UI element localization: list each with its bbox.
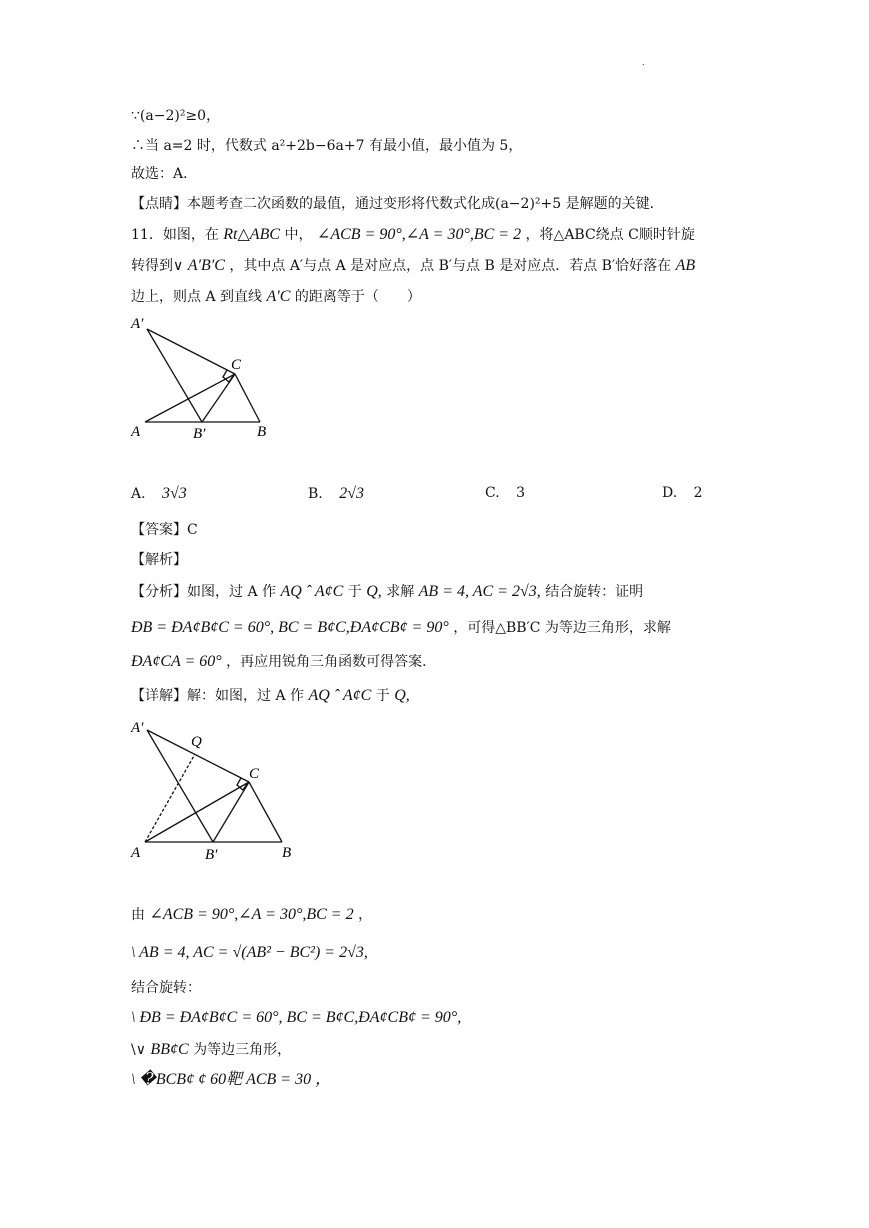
q-new-triangle: A′B′C bbox=[187, 257, 225, 274]
analysis-text-2: 于 bbox=[347, 584, 362, 600]
analysis-title: 【解析】 bbox=[131, 552, 187, 568]
analysis-math-5: ÐA¢CA = 60° bbox=[131, 653, 222, 670]
detail-text-2: 于 bbox=[375, 688, 390, 704]
analysis-text-4: 结合旋转：证明 bbox=[545, 584, 644, 600]
analysis-math-1: AQ ˆ A¢C bbox=[280, 583, 344, 600]
detail-line bbox=[131, 686, 410, 706]
q-line-ac: A′C bbox=[266, 288, 291, 305]
analysis-line3 bbox=[131, 652, 436, 672]
solution-line4: \ ÐB = ÐA¢B¢C = 60°, BC = B¢C,ÐA¢CB¢ = 90°, bbox=[131, 1009, 462, 1026]
solution-math-1: ∠ACB = 90°,∠A = 30°,BC = 2 bbox=[149, 906, 354, 923]
answer-line: 【答案】C bbox=[131, 522, 198, 538]
option-c-value: 3 bbox=[516, 485, 526, 501]
detail-math-2: Q, bbox=[394, 687, 410, 704]
analysis-text-6: ，再应用锐角三角函数可得答案． bbox=[226, 654, 437, 670]
segment-ac bbox=[145, 782, 249, 842]
analysis-math-3: AB = 4, AC = 2√3, bbox=[418, 583, 541, 600]
solution-text-3: \∨ bbox=[131, 1042, 146, 1058]
analysis-math-2: Q, bbox=[366, 583, 382, 600]
option-c bbox=[485, 485, 525, 501]
figure-1 bbox=[125, 312, 285, 447]
solution-line5 bbox=[131, 1040, 291, 1060]
solution-line6: \ �BCB¢ ¢ 60靶 ACB = 30 ， bbox=[131, 1071, 332, 1088]
option-b-value: 2√3 bbox=[339, 485, 364, 502]
solution-line2: \ AB = 4, AC = √(AB² − BC²) = 2√3, bbox=[131, 944, 368, 961]
q-correspond: ，其中点 A′与点 A 是对应点，点 B′与点 B 是对应点．若点 B′恰好落在 bbox=[229, 258, 672, 274]
solution-text-2: ， bbox=[358, 907, 373, 923]
figure-2 bbox=[125, 712, 315, 867]
label-c: C bbox=[231, 357, 242, 373]
option-a-label: A. bbox=[131, 486, 146, 502]
option-a-value: 3√3 bbox=[162, 485, 187, 502]
q-in: 中， bbox=[284, 227, 313, 243]
analysis-line2 bbox=[131, 618, 671, 638]
label-c: C bbox=[249, 766, 260, 782]
q-segment-ab: AB bbox=[675, 257, 696, 274]
analysis-math-4: ÐB = ÐA¢B¢C = 60°, BC = B¢C,ÐA¢CB¢ = 90° bbox=[131, 619, 449, 636]
detail-text-1: 【详解】解：如图，过 A 作 bbox=[131, 688, 305, 704]
segment-b1c bbox=[213, 782, 249, 842]
label-a-prime: A′ bbox=[131, 316, 144, 332]
segment-cb bbox=[235, 374, 260, 422]
solution-text-1: 由 bbox=[131, 907, 145, 923]
option-c-label: C. bbox=[485, 485, 500, 501]
q-ask: 边上，则点 A 到直线 bbox=[131, 289, 263, 305]
label-b-prime: B′ bbox=[205, 847, 218, 863]
solution-line3: 结合旋转： bbox=[131, 980, 201, 996]
q-conditions: ∠ACB = 90°,∠A = 30°,BC = 2 bbox=[316, 226, 522, 243]
line-premise: ∵(a−2)²≥0， bbox=[131, 108, 221, 124]
analysis-line1 bbox=[131, 582, 643, 602]
label-a: A bbox=[131, 845, 141, 861]
question-11-line3 bbox=[131, 287, 421, 307]
option-b bbox=[308, 485, 364, 503]
q-ask-end: 的距离等于（ ） bbox=[294, 289, 421, 305]
label-a-prime: A′ bbox=[131, 720, 144, 736]
option-b-label: B. bbox=[308, 486, 323, 502]
solution-math-2: BB¢C bbox=[150, 1041, 189, 1058]
segment-ac bbox=[145, 374, 235, 422]
option-d-label: D. bbox=[662, 485, 678, 501]
detail-math-1: AQ ˆ A¢C bbox=[308, 687, 372, 704]
solution-text-4: 为等边三角形， bbox=[193, 1042, 292, 1058]
question-11-line2 bbox=[131, 256, 695, 276]
q-rotated: 转得到∨ bbox=[131, 258, 184, 274]
line-minimum: ∴当 a=2 时，代数式 a²+2b−6a+7 有最小值，最小值为 5， bbox=[131, 138, 523, 154]
analysis-text-3: 求解 bbox=[386, 584, 415, 600]
analysis-text-5: ，可得△BB′C 为等边三角形，求解 bbox=[453, 620, 671, 636]
question-11-line1 bbox=[131, 225, 695, 245]
option-d bbox=[662, 485, 703, 501]
label-b-prime: B′ bbox=[193, 426, 206, 442]
segment-cb bbox=[249, 782, 282, 842]
label-b: B bbox=[282, 845, 292, 861]
label-a: A bbox=[131, 424, 141, 440]
q-rotate: ，将△ABC绕点 C顺时针旋 bbox=[525, 227, 695, 243]
q-intro: 11．如图，在 bbox=[131, 227, 219, 243]
line-choice: 故选：A． bbox=[131, 166, 198, 182]
label-q: Q bbox=[191, 734, 202, 750]
q-triangle: Rt△ABC bbox=[223, 226, 281, 243]
option-a bbox=[131, 485, 187, 503]
label-b: B bbox=[257, 424, 267, 440]
option-d-value: 2 bbox=[693, 485, 703, 501]
header-dot: . bbox=[642, 58, 645, 67]
analysis-text-1: 【分析】如图，过 A 作 bbox=[131, 584, 277, 600]
line-comment: 【点睛】本题考查二次函数的最值，通过变形将代数式化成(a−2)²+5 是解题的关键． bbox=[131, 196, 664, 212]
solution-line1 bbox=[131, 905, 372, 925]
